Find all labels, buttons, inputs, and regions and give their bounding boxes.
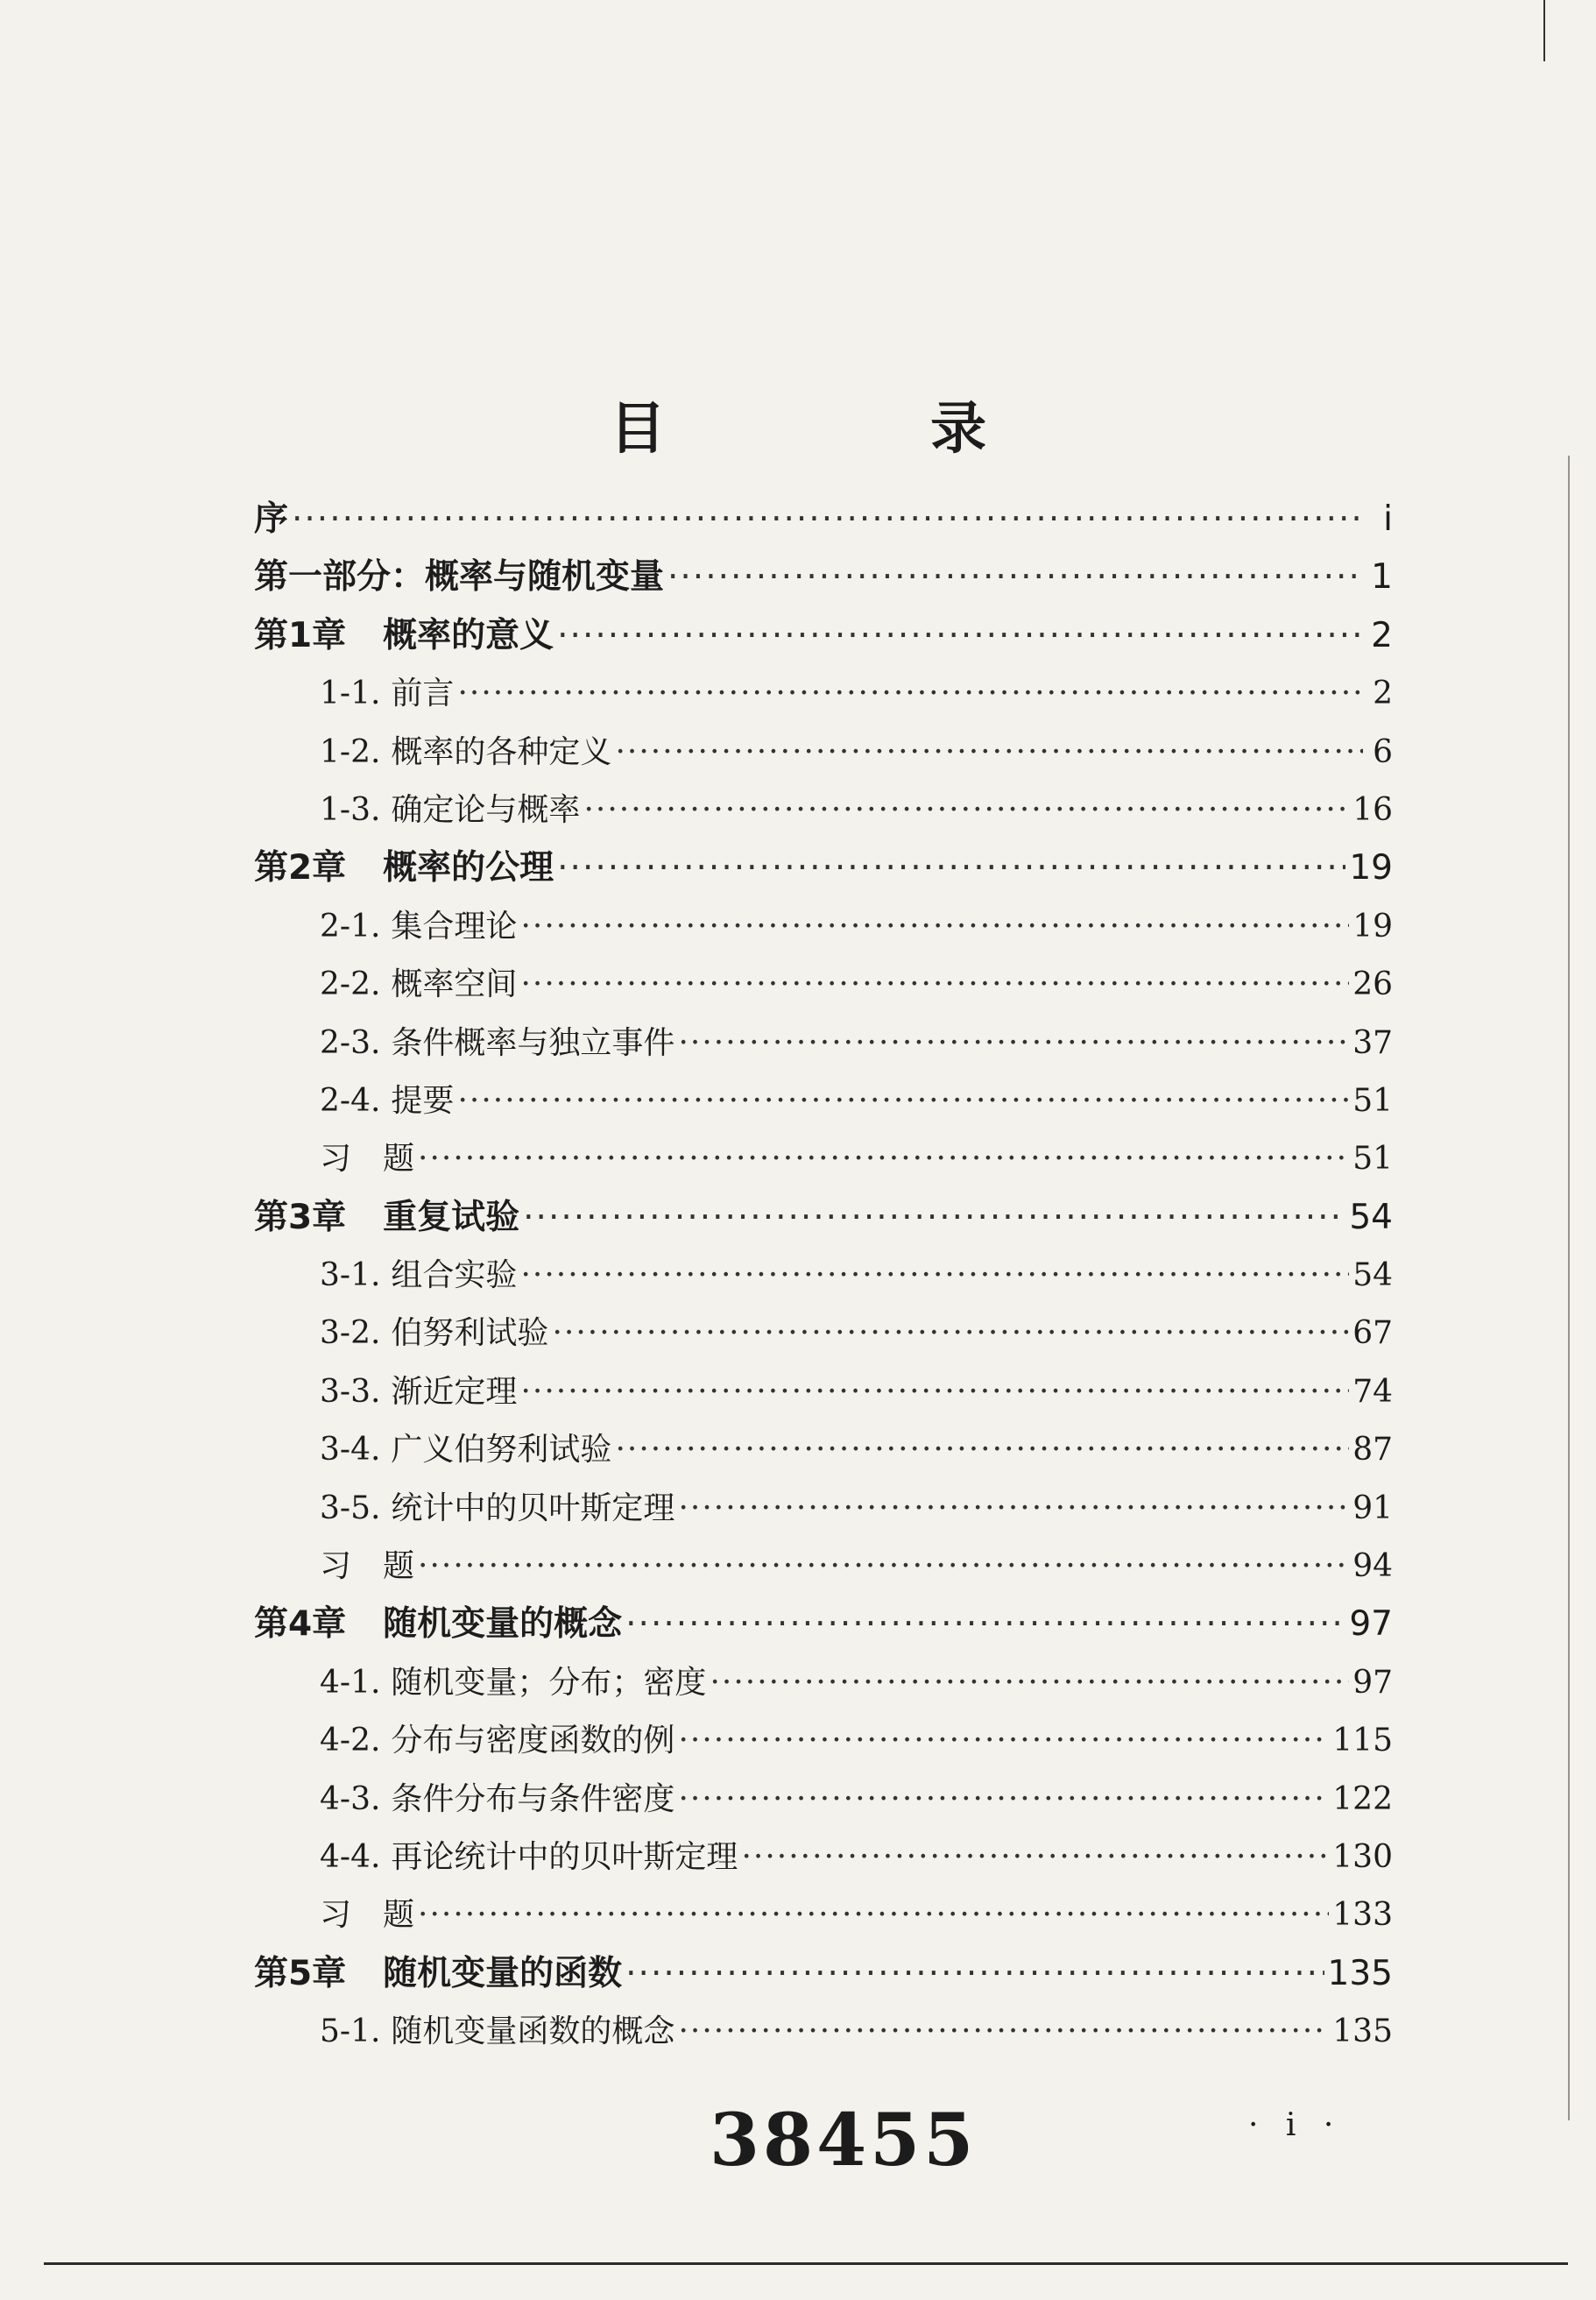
toc-entry-title: 统计中的贝叶斯定理 [391,1490,675,1526]
toc-entry-title: 随机变量的函数 [383,1953,623,1993]
toc-section-entry[interactable] [254,1480,1393,1538]
bottom-rule [44,2262,1568,2265]
toc-section-entry[interactable] [254,724,1393,782]
toc-entry-title: 再论统计中的贝叶斯定理 [391,1838,738,1875]
toc-dot-leader [520,898,1349,956]
toc-entry-number: 第2章 [254,848,347,888]
toc-entry-title: 习 题 [320,1897,415,1934]
toc-dot-leader [418,1130,1349,1188]
toc-page-number: 54 [1352,1257,1393,1294]
toc-section-entry[interactable] [254,1015,1393,1072]
page-title: 目 录 [609,396,1110,462]
toc-entry-title: 提要 [391,1082,455,1119]
toc-entry-title: 伯努利试验 [391,1315,549,1352]
toc-entry-number: 第4章 [254,1604,347,1645]
toc-section-entry[interactable] [254,1363,1393,1421]
toc-section-entry[interactable] [254,1072,1393,1130]
toc-dot-leader [741,1829,1329,1886]
toc-entry-number: 3-3. [320,1373,381,1410]
toc-chapter-entry[interactable] [254,607,1393,665]
toc-page-number: 135 [1332,2013,1393,2050]
toc-dot-leader [678,1015,1349,1072]
toc-dot-leader [710,1654,1349,1712]
toc-page-number: 87 [1352,1432,1393,1468]
toc-section-entry[interactable] [254,898,1393,956]
toc-entry-number: 3-2. [320,1315,381,1352]
toc-dot-leader [678,1712,1329,1770]
toc-section-entry[interactable] [254,1654,1393,1712]
toc-page-number: i [1383,499,1393,539]
toc-page-number: 2 [1373,676,1393,712]
toc-section-entry[interactable] [254,1771,1393,1829]
toc-dot-leader [678,1771,1329,1829]
toc-page-number: 67 [1352,1315,1393,1352]
toc-entry-number: 2-3. [320,1024,381,1061]
page-edge-mark [1543,0,1545,61]
toc-entry-title: 分布与密度函数的例 [391,1723,675,1759]
toc-page-number: 19 [1352,908,1393,945]
toc-entry-title: 组合实验 [391,1257,518,1294]
toc-chapter-entry[interactable] [254,548,1393,606]
toc-dot-leader [625,1945,1324,2003]
toc-dot-leader [457,1072,1349,1130]
toc-entry-number: 2-2. [320,966,381,1003]
toc-page-number: 135 [1327,1953,1393,1993]
toc-section-entry[interactable] [254,665,1393,723]
toc-section-entry[interactable] [254,1247,1393,1305]
toc-entry-title: 广义伯努利试验 [391,1432,612,1468]
page-edge-shadow [1568,456,1570,2120]
toc-entry-title: 渐近定理 [391,1373,518,1410]
toc-entry-title: 随机变量的概念 [383,1604,623,1645]
toc-entry-title: 概率的各种定义 [391,733,612,770]
library-stamp-number: 38455 [710,2098,978,2183]
toc-page-number: 1 [1371,557,1393,598]
toc-page-number: 133 [1332,1897,1393,1934]
toc-page-number: 91 [1352,1490,1393,1526]
toc-chapter-entry[interactable] [254,1945,1393,2003]
toc-page-number: 54 [1349,1197,1393,1237]
toc-entry-title: 重复试验 [383,1197,520,1237]
toc-entry-number: 4-2. [320,1723,381,1759]
toc-entry-title: 概率空间 [391,966,518,1003]
toc-page-number: 51 [1352,1141,1393,1178]
toc-entry-number: 1-3. [320,791,381,828]
toc-page-number: 122 [1332,1780,1393,1817]
toc-entry-title: 条件概率与独立事件 [391,1024,675,1061]
toc-entry-title: 随机变量函数的概念 [391,2013,675,2050]
toc-entry-title: 随机变量；分布；密度 [391,1664,707,1701]
toc-entry-number: 第3章 [254,1197,347,1237]
toc-chapter-entry[interactable] [254,491,1393,548]
toc-entry-title: 习 题 [320,1548,415,1585]
toc-dot-leader [292,491,1363,548]
toc-chapter-entry[interactable] [254,1596,1393,1653]
toc-section-entry[interactable] [254,782,1393,839]
toc-dot-leader [552,1305,1349,1362]
toc-entry-number: 4-3. [320,1780,381,1817]
toc-chapter-entry[interactable] [254,1189,1393,1247]
toc-entry-title: 前言 [391,676,455,712]
toc-section-entry[interactable] [254,956,1393,1014]
toc-entry-number: 3-4. [320,1432,381,1468]
toc-page-number: 16 [1352,791,1393,828]
toc-entry-title: 概率的意义 [383,615,554,655]
toc-dot-leader [418,1538,1349,1596]
toc-entry-number: 2-4. [320,1082,381,1119]
toc-page-number: 115 [1332,1723,1393,1759]
toc-section-entry[interactable] [254,2003,1393,2061]
toc-dot-leader [678,1480,1349,1538]
table-of-contents [254,491,1393,2062]
toc-entry-number: 1-2. [320,733,381,770]
toc-dot-leader [678,2003,1329,2061]
page-number: · i · [1248,2107,1343,2143]
toc-dot-leader [667,548,1363,606]
toc-page-number: 51 [1352,1082,1393,1119]
toc-dot-leader [557,839,1345,897]
toc-dot-leader [457,665,1363,723]
toc-entry-title: 第一部分：概率与随机变量 [254,557,665,598]
toc-section-entry[interactable] [254,1305,1393,1362]
toc-page-number: 130 [1332,1838,1393,1875]
toc-section-entry[interactable] [254,1712,1393,1770]
toc-entry-number: 4-1. [320,1664,381,1701]
toc-dot-leader [557,607,1363,665]
toc-dot-leader [520,1363,1349,1421]
toc-dot-leader [520,956,1349,1014]
toc-section-entry[interactable] [254,1130,1393,1188]
toc-entry-number: 第5章 [254,1953,347,1993]
toc-dot-leader [520,1247,1349,1305]
toc-entry-title: 序 [254,499,289,539]
toc-entry-title: 确定论与概率 [391,791,581,828]
toc-entry-number: 5-1. [320,2013,381,2050]
toc-entry-number: 第1章 [254,615,347,655]
toc-section-entry[interactable] [254,1538,1393,1596]
toc-page-number: 26 [1352,966,1393,1003]
toc-page-number: 2 [1371,615,1393,655]
toc-dot-leader [625,1596,1345,1653]
toc-page-number: 94 [1352,1548,1393,1585]
toc-page-number: 19 [1349,848,1393,888]
toc-dot-leader [523,1189,1345,1247]
toc-entry-title: 习 题 [320,1141,415,1178]
toc-page-number: 97 [1352,1664,1393,1701]
toc-dot-leader [615,724,1363,782]
toc-dot-leader [615,1421,1349,1479]
toc-section-entry[interactable] [254,1886,1393,1944]
toc-entry-number: 4-4. [320,1838,381,1875]
toc-chapter-entry[interactable] [254,839,1393,897]
toc-page-number: 37 [1352,1024,1393,1061]
toc-page-number: 97 [1349,1604,1393,1645]
toc-entry-number: 3-1. [320,1257,381,1294]
toc-dot-leader [418,1886,1329,1944]
toc-entry-number: 3-5. [320,1490,381,1526]
toc-section-entry[interactable] [254,1421,1393,1479]
toc-page-number: 6 [1373,733,1393,770]
toc-entry-title: 条件分布与条件密度 [391,1780,675,1817]
toc-entry-number: 2-1. [320,908,381,945]
toc-section-entry[interactable] [254,1829,1393,1886]
toc-page-number: 74 [1352,1373,1393,1410]
toc-dot-leader [583,782,1349,839]
toc-entry-number: 1-1. [320,676,381,712]
toc-entry-title: 概率的公理 [383,848,554,888]
toc-entry-title: 集合理论 [391,908,518,945]
